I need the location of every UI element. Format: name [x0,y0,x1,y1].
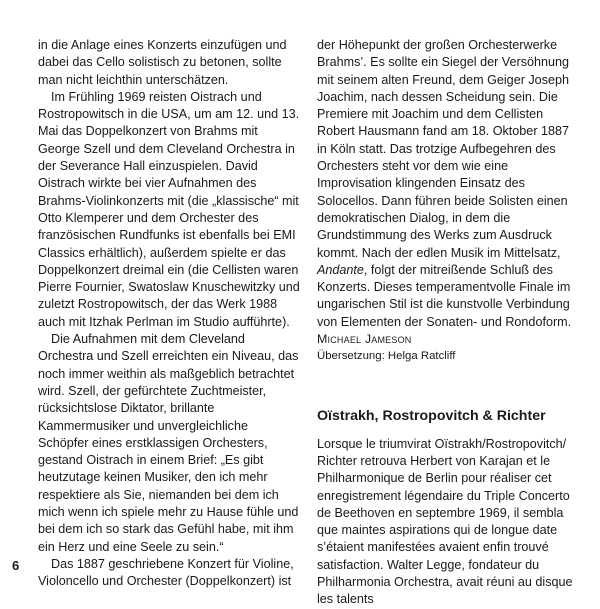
paragraph-szell-letter: Die Aufnahmen mit dem Cleveland Orchestra und Szell erreichten ein Niveau, das noch immer weithin als maßgeblich betrachtet wird. Szell, der gefürchtete Zuchtmeister, rücksichtslose Diktator, brillante Kammermusiker und unvergleichliche Schöpfer eines erstklassigen Orchesters, gestand Oistrach in einem Brief: „Es gibt heutzutage keinen Musiker, den ich mehr respektiere als Sie, niemanden bei dem ich mich wenn ich spiele mehr zu Hause fühle und bei dem ich so stark das Gefühl habe, mit ihm ein Herz und eine Seele zu sein.“ [38,332,299,554]
french-section [317,436,579,609]
italic-andante: Andante [317,262,364,277]
author-credit: Michael Jameson [317,332,412,347]
section-heading: Oïstrakh, Rostropovitch & Richter [317,407,546,424]
right-column [317,37,579,609]
text-after-italic: , folgt der mitreißende Schluß des Konzerts. Dieses temperamentvolle Finale im ungarischen Stil ist die kunstvolle Verbindung von Elementen der Sonaten- und Rondoform. [317,262,572,329]
paragraph-french: Lorsque le triumvirat Oïstrakh/Rostropovitch/ Richter retrouva Herbert von Karajan et le Philharmonique de Berlin pour réaliser cet enregistrement légendaire du Triple Concerto de Beethoven en septembre 1969, il sembla que maintes aspirations qui de longue date s’étaient manifestées avaient enfin trouvé satisfaction. Walter Legge, fondateur du Philharmonia Orchestra, avait réuni au disque les talents [317,436,573,607]
translator-credit: Übersetzung: Helga Ratcliff [317,350,456,363]
paragraph-continuation: in die Anlage eines Konzerts einzufügen und dabei das Cello solistisch zu betonen, sollte man nicht leichthin unterschätzen. [38,38,287,87]
paragraph-brahms-continuation [317,37,579,331]
paragraph-double-concerto: Das 1887 geschriebene Konzert für Violine, Violoncello und Orchester (Doppelkonzert) ist [38,556,294,589]
text-before-italic: der Höhepunkt der großen Orchesterwerke Brahms’. Es sollte ein Siegel der Versöhnung mit seinem alten Freund, dem Geiger Joseph Joachim, nach dessen Scheidung sein. Die Premiere mit Joachim und dem Cellisten Robert Hausmann fand am 18. Oktober 1887 in Köln statt. Das trotzige Aufbegehren des Orchesters steht vor dem wie eine Improvisation klingenden Einsatz des Solocellos. Dann führen beide Solisten einen demokratischen Dialog, in dem die Grundstimmung des Werks zum Ausdruck kommt. Nach der edlen Musik im Mittelsatz, [317,38,570,260]
paragraph-usa-recording: Im Frühling 1969 reisten Oistrach und Rostropowitsch in die USA, um am 12. und 13. Mai das Doppelkonzert von Brahms mit George Szell und dem Cleveland Orchestra in der Severance Hall einzuspielen. David Oistrach wirkte bei vier Aufnahmen des Brahms-Violinkonzerts mit (die „klassische“ mit Otto Klemperer und dem Orchester des französischen Rundfunks ist ebenfalls bei EMI Classics erhältlich), außerdem spielte er das Doppelkonzert dreimal ein (die Cellisten waren Pierre Fournier, Swatoslaw Knuschewitzky und zuletzt Rostropowitsch, der das Werk 1988 auch mit Itzhak Perlman im Studio aufführte). [38,89,300,329]
page-number: 6 [12,558,20,573]
left-column [38,37,300,591]
